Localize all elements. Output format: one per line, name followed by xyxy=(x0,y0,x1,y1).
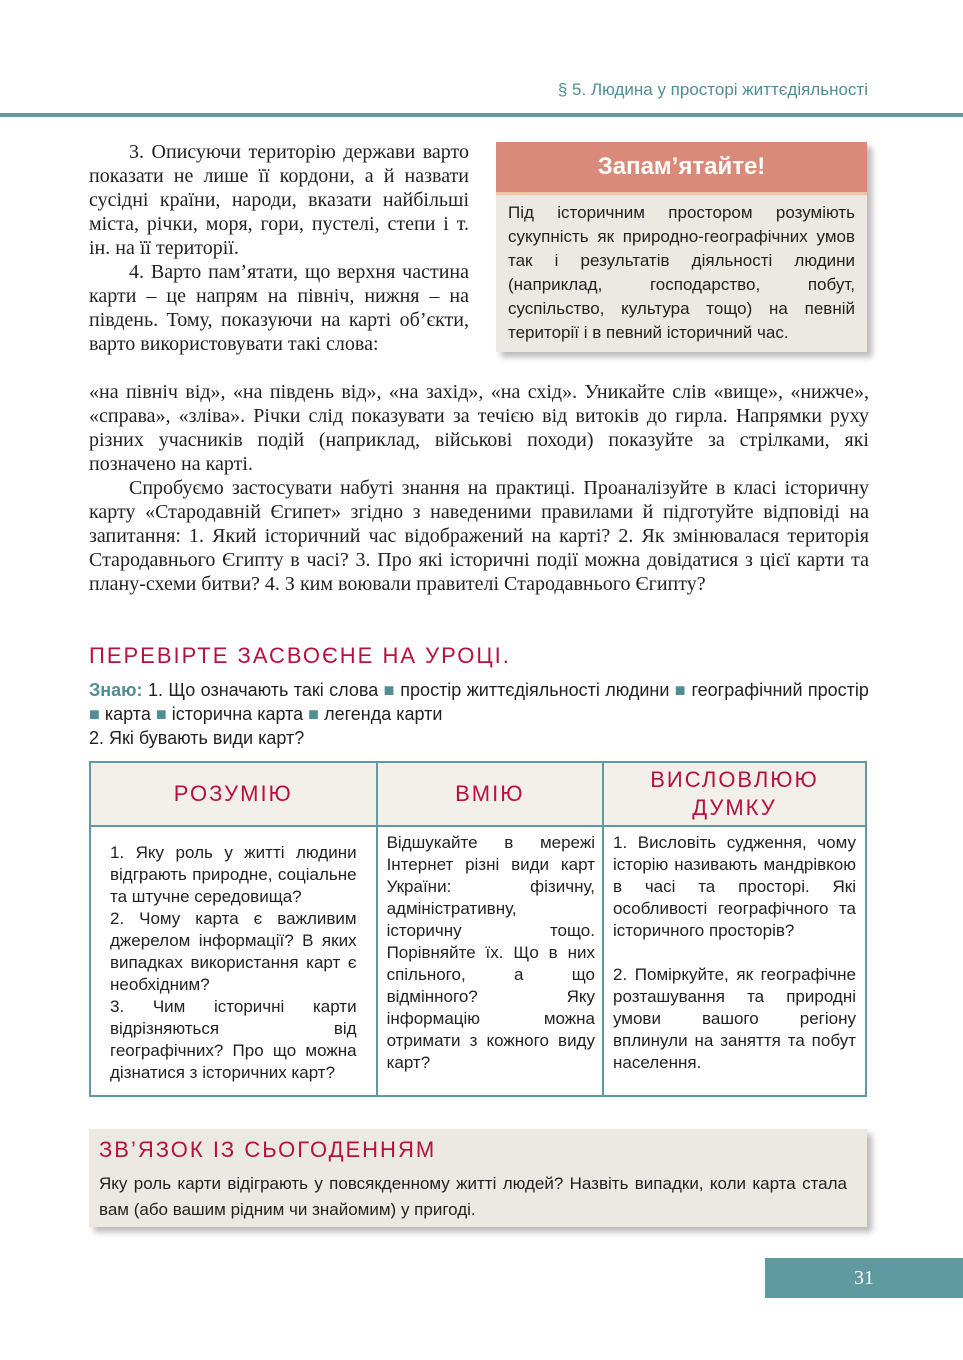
term-5: легенда карти xyxy=(324,704,443,724)
can-task: Відшукайте в мережі Інтернет різні види карт України: фізичну, адміністративну, історичну тощо. Порівняйте їх. Що в них спільного, а що відмінного? Яку інформацію можна отримати з кожного виду карт? xyxy=(386,833,595,1072)
paragraph-practice xyxy=(89,476,869,596)
remember-title: Запам’ятайте! xyxy=(496,142,867,195)
cell-understand xyxy=(90,826,377,1096)
understand-question-3: 3. Чим історичні карти відрізняються від географічних? Про що можна дізнатися з історичних карт? xyxy=(110,997,357,1082)
header-opinion: ВИСЛОВЛЮЮ ДУМКУ xyxy=(603,762,866,826)
know-label: Знаю: xyxy=(89,680,143,700)
square-bullet-icon: ■ xyxy=(155,704,167,724)
paragraph-4 xyxy=(89,260,469,356)
section-header-title: § 5. Людина у просторі життєдіяльності xyxy=(557,80,868,99)
paragraph-3 xyxy=(89,140,469,260)
paragraph-3-text: 3. Описуючи територію держави варто показати не лише її кордони, а й назвати сусідні країни, народи, вказати найбільші міста, річки, моря, гори, пустелі, степи і т. ін. на її території. xyxy=(89,141,469,259)
opinion-task-2: 2. Поміркуйте, як географічне розташування та природні умови вашого регіону вплинули на заняття та побут населення. xyxy=(612,965,856,1072)
header-understand: РОЗУМІЮ xyxy=(90,762,377,826)
connection-text: Яку роль карти відіграють у повсякденному житті людей? Назвіть випадки, коли карта стала вам (або вашим рідним чи знайомим) у пригоді. xyxy=(99,1174,847,1219)
square-bullet-icon: ■ xyxy=(89,704,100,724)
cell-can xyxy=(377,826,603,1096)
square-bullet-icon: ■ xyxy=(674,680,687,700)
square-bullet-icon: ■ xyxy=(383,680,395,700)
header-can: ВМІЮ xyxy=(377,762,603,826)
connection-title: ЗВ’ЯЗОК ІЗ СЬОГОДЕННЯМ xyxy=(99,1137,437,1162)
check-section-title: ПЕРЕВІРТЕ ЗАСВОЄНЕ НА УРОЦІ. xyxy=(89,643,511,668)
square-bullet-icon: ■ xyxy=(308,704,320,724)
remember-box xyxy=(496,142,867,352)
term-1: простір життєдіяльності людини xyxy=(400,680,670,700)
understand-question-1: 1. Яку роль у житті людини відграють природне, соціальне та штучне середовища? xyxy=(110,843,357,906)
page-number: 31 xyxy=(765,1258,963,1298)
understand-question-2: 2. Чому карта є важливим джерелом інформації? В яких випадках використання карт є необхідним? xyxy=(110,909,357,994)
term-3: карта xyxy=(104,704,151,724)
opinion-task-1: 1. Висловіть судження, чому історію називають мандрівкою в часі та просторі. Які особливості географічного та історичного просторів? xyxy=(612,833,856,940)
header-divider xyxy=(0,113,963,117)
know-paragraph xyxy=(89,678,869,750)
paragraph-practice-text: Спробуємо застосувати набуті знання на практиці. Проаналізуйте в класі історичну карту «Стародавній Єгипет» згідно з наведеними правилами й підготуйте відповіді на запитання: 1. Який історичний час відображений на карті? 2. Як змінювалася територія Стародавнього Єгипту в часі? 3. Про які історичні події можна довідатися з цієї карти та плану-схеми битви? 4. З ким воювали правителі Стародавнього Єгипту? xyxy=(89,477,869,595)
table-header-row xyxy=(90,762,866,826)
cell-opinion xyxy=(603,826,866,1096)
table-row xyxy=(90,826,866,1096)
paragraph-4-text: 4. Варто пам’ятати, що верхня частина карти – це напрям на північ, нижня – на південь. Тому, показуючи на карті об’єкти, варто використовувати такі слова: xyxy=(89,261,469,355)
tasks-table xyxy=(89,761,867,1097)
know-question-1: 1. Що означають такі слова xyxy=(147,680,379,700)
paragraph-4-continued: «на північ від», «на південь від», «на захід», «на схід». Уникайте слів «вище», «нижче», «справа», «зліва». Річки слід показувати за течією від витоків до гирла. Напрямки руху різних учасників подій (наприклад, військові походи) показуйте за стрілками, які позначено на карті. xyxy=(89,381,869,475)
know-question-2: 2. Які бувають види карт? xyxy=(89,728,305,748)
term-2: географічний простір xyxy=(691,680,869,700)
remember-text: Під історичним простором розуміють сукупність як природно-географічних умов так і результатів діяльності людини (наприклад, господарство, побут, суспільство, культура тощо) на певній території і в певний історичний час. xyxy=(508,203,855,342)
connection-box xyxy=(89,1129,867,1227)
term-4: історична карта xyxy=(171,704,304,724)
